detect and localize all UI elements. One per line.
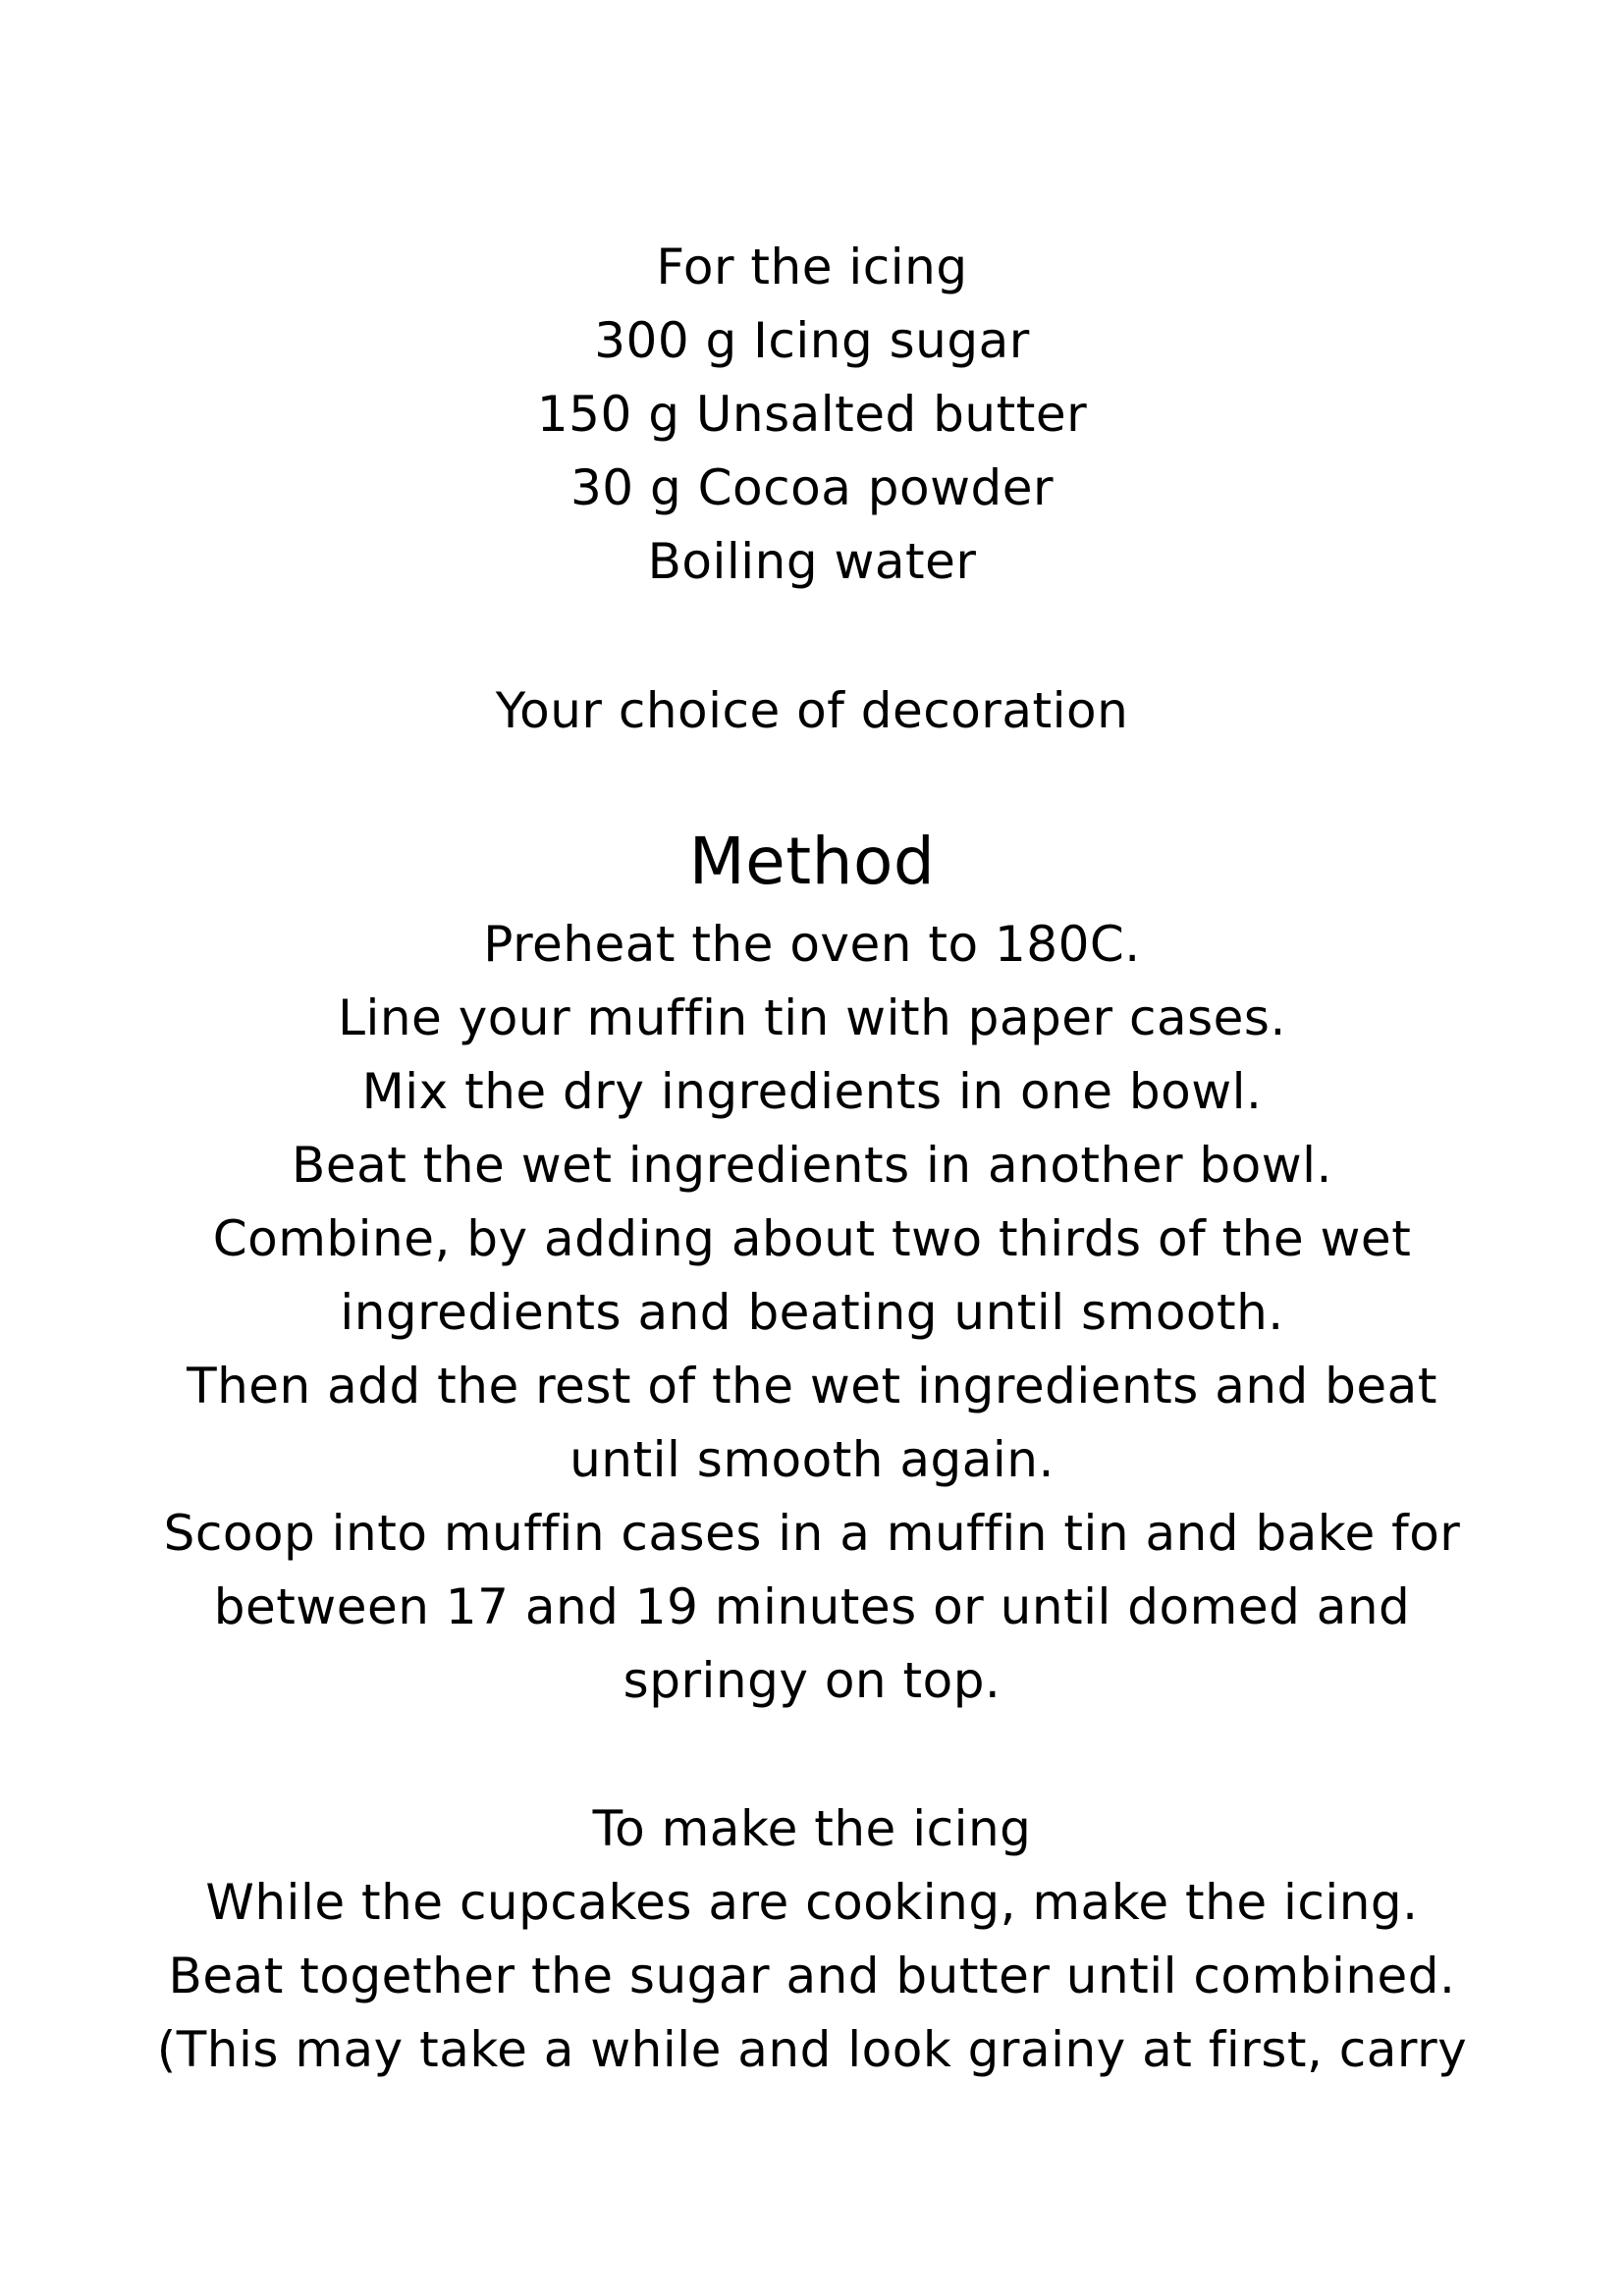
decoration-note: Your choice of decoration	[495, 682, 1129, 739]
ingredient-cocoa: 30 g Cocoa powder	[569, 459, 1055, 516]
icing-step: While the cupcakes are cooking, make the icing.	[205, 1874, 1419, 1931]
icing-step: (This may take a while and look grainy at first, carry	[156, 2021, 1468, 2078]
ingredient-water: Boiling water	[647, 533, 977, 590]
icing-ingredients-heading: For the icing	[656, 239, 968, 295]
method-step: ingredients and beating until smooth.	[340, 1284, 1284, 1341]
method-step: Beat the wet ingredients in another bowl.	[292, 1137, 1332, 1194]
ingredient-butter: 150 g Unsalted butter	[536, 386, 1088, 443]
method-step: Scoop into muffin cases in a muffin tin and bake for	[163, 1505, 1461, 1562]
method-step: Preheat the oven to 180C.	[483, 916, 1141, 973]
method-step: Then add the rest of the wet ingredients and beat	[187, 1358, 1437, 1415]
method-step: Mix the dry ingredients in one bowl.	[361, 1063, 1263, 1120]
method-heading: Method	[688, 824, 936, 899]
ingredient-icing-sugar: 300 g Icing sugar	[594, 312, 1030, 369]
icing-method-heading: To make the icing	[592, 1800, 1032, 1857]
method-step: until smooth again.	[569, 1431, 1055, 1488]
method-step: Combine, by adding about two thirds of the wet	[212, 1210, 1412, 1267]
icing-step: Beat together the sugar and butter until combined.	[168, 1948, 1456, 2004]
method-step: Line your muffin tin with paper cases.	[338, 989, 1286, 1046]
method-step: springy on top.	[623, 1652, 1001, 1709]
method-step: between 17 and 19 minutes or until domed and	[213, 1578, 1411, 1635]
